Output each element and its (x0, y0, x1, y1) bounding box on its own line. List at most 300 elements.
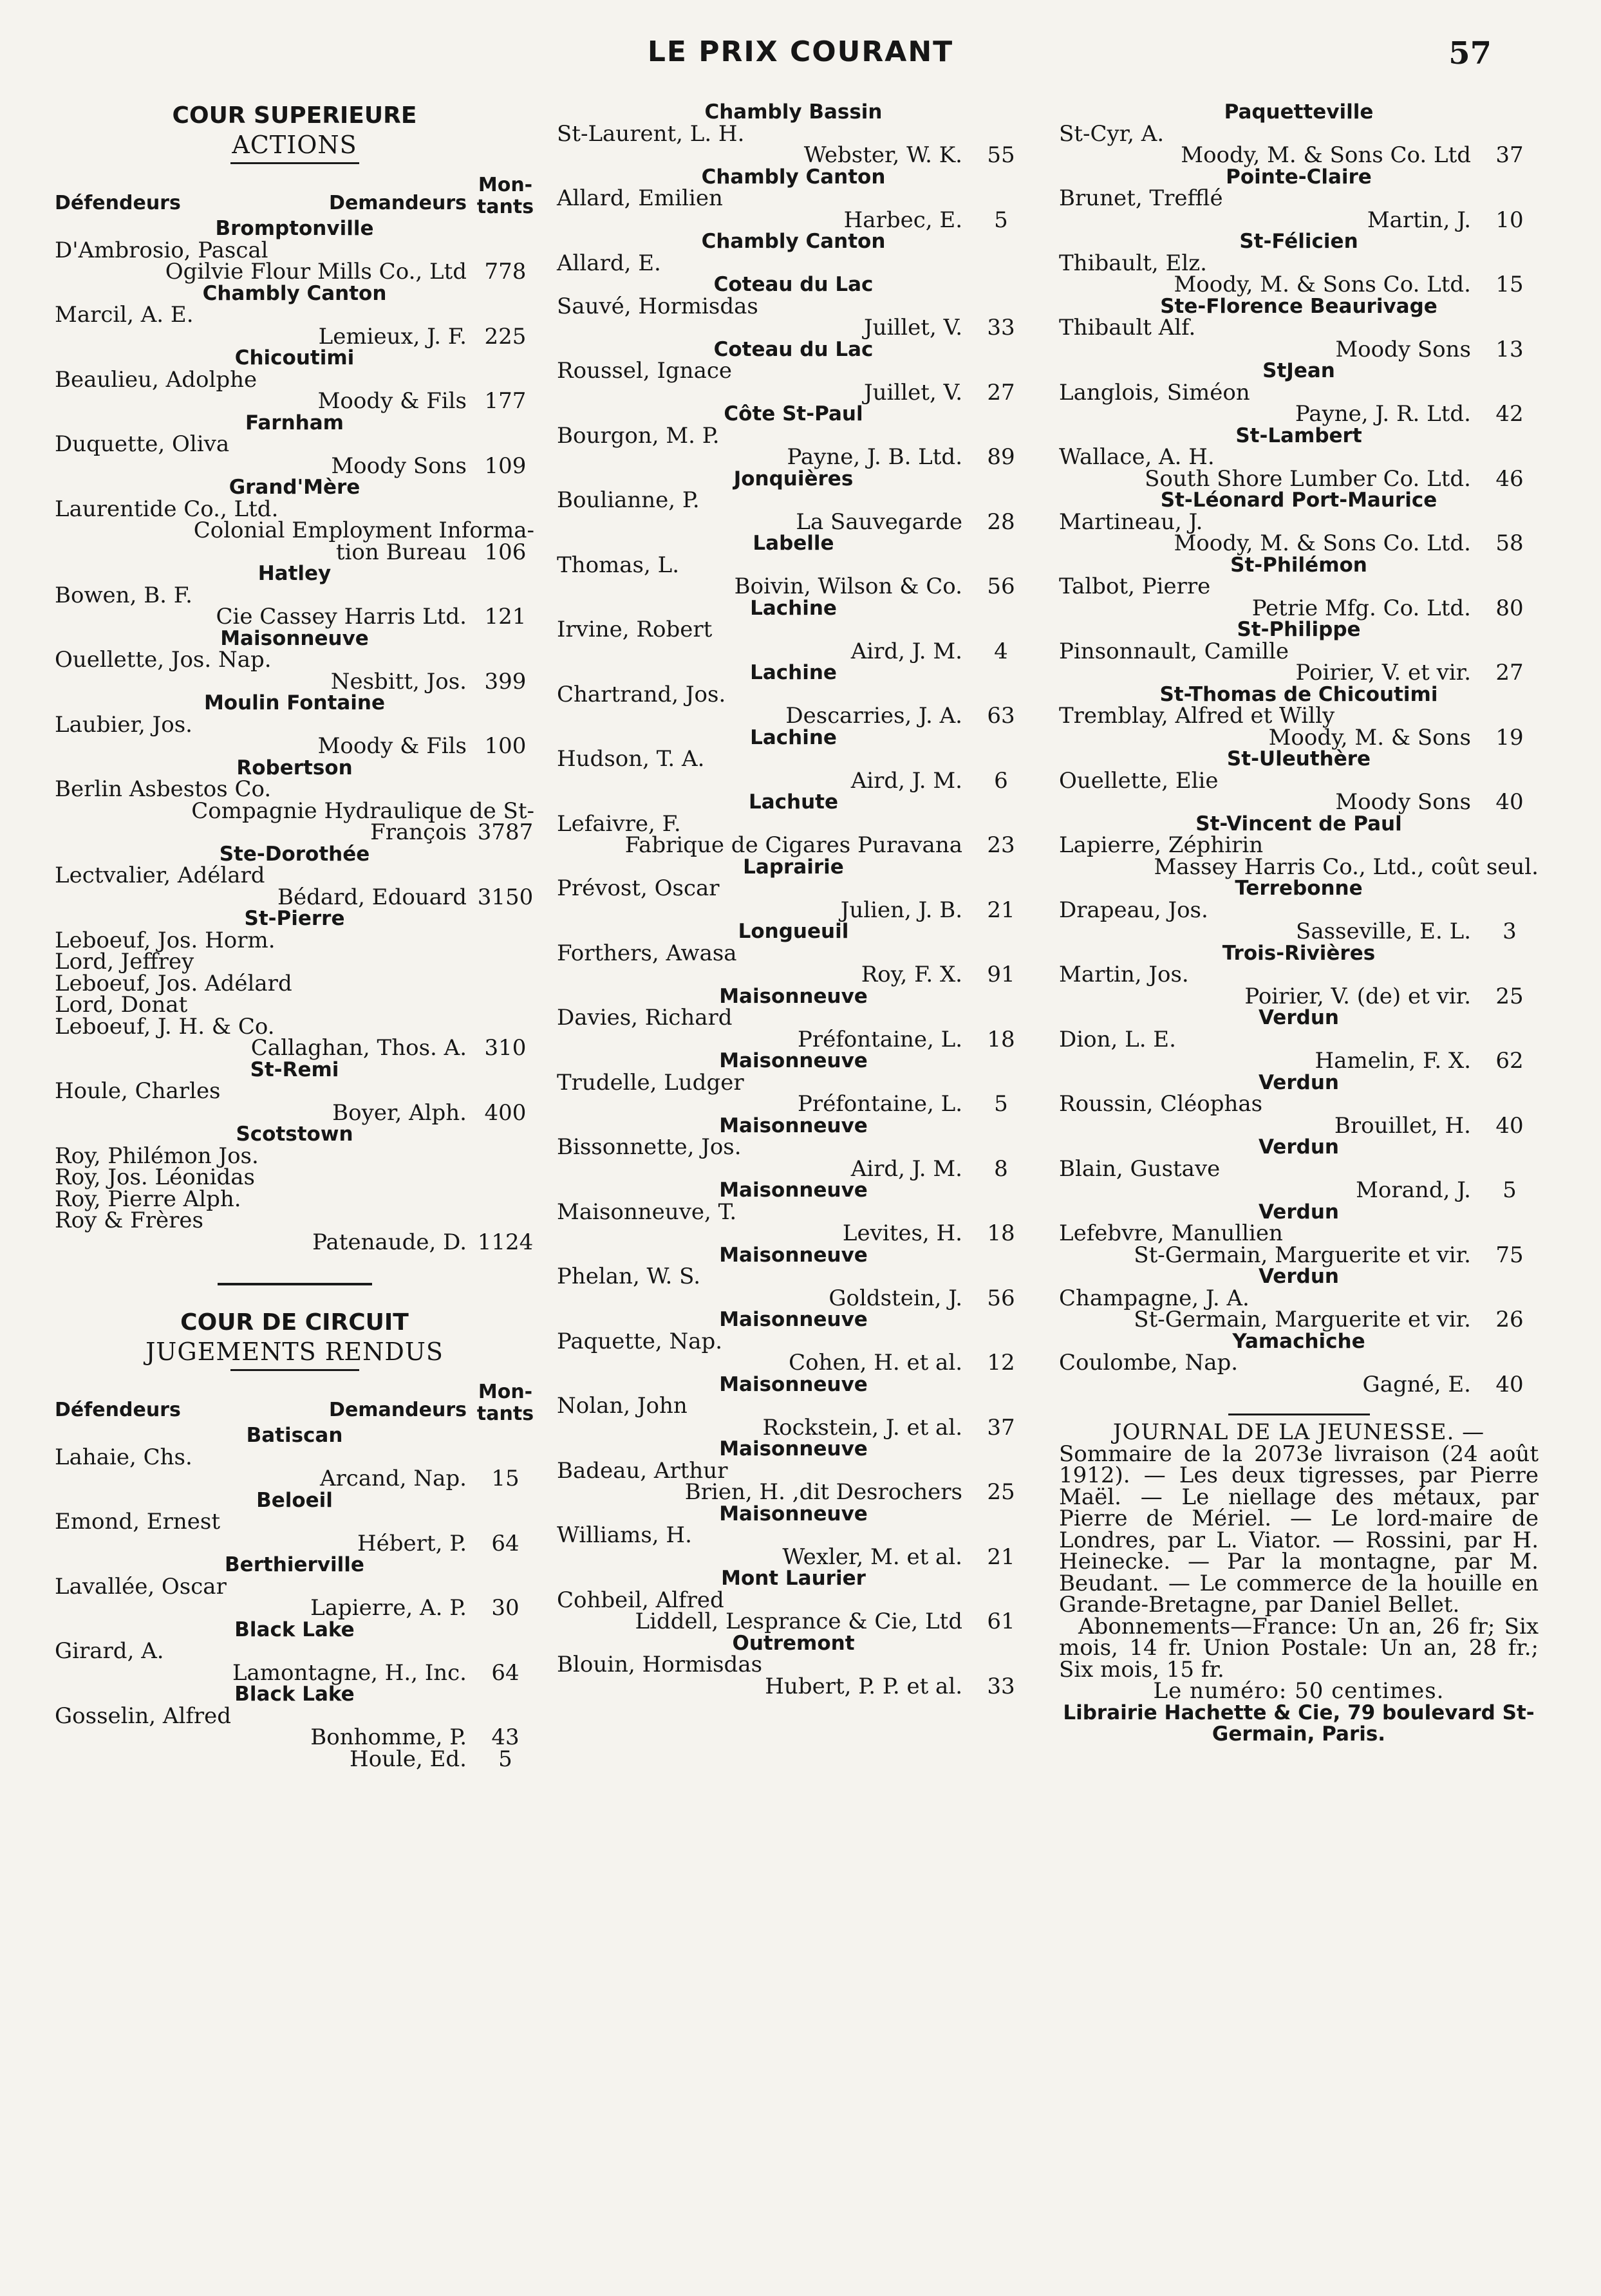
plaintiff-entry (1059, 336, 1539, 362)
section-subtitle-actions: ACTIONS (232, 131, 357, 159)
amount-value: 89 (987, 444, 1015, 470)
locality-heading: Lachine (750, 725, 837, 749)
defendant-entry: Lavallée, Oscar (55, 1573, 227, 1600)
plaintiff-name: Aird, J. M. (850, 1155, 962, 1182)
defendant-entry: Lord, Donat (55, 992, 188, 1018)
locality-heading: Verdun (1259, 1006, 1339, 1029)
plaintiff-name: Aird, J. M. (850, 767, 962, 794)
plaintiff-name: Cie Cassey Harris Ltd. (216, 604, 467, 630)
plaintiff-entry (55, 1659, 534, 1686)
defendant-entry: Thibault Alf. (1059, 315, 1196, 341)
plaintiff-entry (55, 1035, 534, 1061)
plaintiff-entry (55, 668, 534, 695)
plaintiff-entry (55, 1530, 534, 1556)
locality-heading: St-Félicien (1239, 230, 1358, 253)
plaintiff-entry (557, 576, 1030, 598)
column-right (1059, 102, 1539, 1746)
defendant-entry: Gosselin, Alfred (55, 1703, 232, 1729)
column-middle (557, 102, 1030, 1697)
defendant-entry: Girard, A. (55, 1638, 164, 1664)
plaintiff-entry (557, 1220, 1030, 1246)
defendant-entry: Martin, Jos. (1059, 962, 1189, 987)
amount-value: 3787 (477, 819, 534, 845)
amount-value: 5 (1503, 1177, 1517, 1203)
plaintiff-entry (557, 1414, 1030, 1441)
plaintiff-name: Massey Harris Co., Ltd., coût seul. (1154, 854, 1539, 880)
plaintiff-entry (1059, 789, 1539, 815)
plaintiff-name: Moody & Fils (317, 388, 467, 414)
amount-value: 40 (1495, 789, 1524, 815)
defendant-entry: Badeau, Arthur (557, 1457, 728, 1484)
defendant-entry: Nolan, John (557, 1393, 688, 1419)
plaintiff-entry (55, 323, 534, 350)
plaintiff-name: Nesbitt, Jos. (330, 668, 467, 695)
defendant-entry: Davies, Richard (557, 1005, 733, 1031)
amount-value: 26 (1495, 1307, 1524, 1332)
amount-value: 310 (484, 1035, 527, 1061)
amount-value: 27 (1495, 660, 1524, 686)
page-number: 57 (1448, 35, 1492, 71)
amount-value: 121 (484, 604, 527, 630)
plaintiff-entry (55, 1746, 534, 1772)
plaintiff-entry (1059, 530, 1539, 556)
defendant-entry: Beaulieu, Adolphe (55, 366, 257, 393)
defendant-entry: Pinsonnault, Camille (1059, 638, 1289, 664)
amount-value: 80 (1495, 595, 1524, 621)
locality-heading: St-Pierre (244, 907, 345, 930)
plaintiff-entry (55, 606, 534, 628)
plaintiff-name: Descarries, J. A. (785, 703, 962, 729)
amount-value: 28 (987, 509, 1015, 535)
plaintiff-name: Poirier, V. et vir. (1295, 660, 1471, 686)
plaintiff-entry (557, 1352, 1030, 1374)
locality-heading: Robertson (236, 756, 353, 779)
defendant-entry: Duquette, Oliva (55, 431, 230, 457)
defendant-entry: Tremblay, Alfred et Willy (1059, 703, 1335, 729)
plaintiff-entry (55, 798, 534, 824)
defendant-entry: Phelan, W. S. (557, 1264, 701, 1289)
amount-value: 40 (1495, 1371, 1524, 1397)
plaintiff-name: Juillet, V. (864, 379, 962, 406)
locality-heading: Coteau du Lac (713, 337, 874, 361)
locality-heading: Lachute (748, 790, 839, 814)
defendant-entry: Allard, Emilien (557, 185, 723, 211)
locality-heading: Maisonneuve (719, 1502, 868, 1526)
col-header-demandeurs: Demandeurs (329, 192, 467, 214)
defendant-entry: Bissonnette, Jos. (557, 1134, 742, 1160)
judgment-list-superieure (55, 218, 534, 1253)
plaintiff-entry (55, 884, 534, 910)
plaintiff-name: La Sauvegarde (796, 509, 962, 535)
plaintiff-entry (1059, 142, 1539, 168)
defendant-entry: Leboeuf, J. H. & Co. (55, 1013, 275, 1040)
plaintiff-entry (55, 819, 534, 845)
page-header-title: LE PRIX COURANT (647, 35, 954, 68)
amount-value: 177 (484, 388, 527, 414)
plaintiff-entry (557, 142, 1030, 168)
defendant-entry: Lahaie, Chs. (55, 1444, 192, 1470)
defendant-entry: Lapierre, Zéphirin (1059, 832, 1264, 858)
locality-heading: Verdun (1259, 1265, 1339, 1288)
plaintiff-entry (55, 453, 534, 479)
amount-value: 33 (987, 315, 1015, 341)
locality-heading: Mont Laurier (721, 1567, 866, 1590)
amount-value: 778 (484, 259, 527, 285)
defendant-entry: Roy, Pierre Alph. (55, 1186, 241, 1212)
locality-heading: Bromptonville (215, 217, 374, 240)
plaintiff-entry (557, 1026, 1030, 1052)
amount-value: 46 (1495, 465, 1524, 492)
plaintiff-name: Roy, F. X. (861, 962, 962, 987)
journal-summary: Sommaire de la 2073e livraison (24 août 1912). — Les deux tigresses, par Pierre Maël. — Le niellage des métaux, par Pierre de Mériel. — Le lord-maire de Londres, par L. Viator. — Rossini, par H. Heinecke. — Par la montagne, par M. Beudant. — Le commerce de la houille en Grande-Bretagne, par Daniel Bellet. (1059, 1441, 1539, 1618)
defendant-entry: Williams, H. (557, 1522, 692, 1548)
plaintiff-entry (557, 638, 1030, 664)
locality-heading: Maisonneuve (719, 1179, 868, 1202)
plaintiff-entry (1059, 274, 1539, 296)
defendant-entry: Champagne, J. A. (1059, 1285, 1250, 1311)
plaintiff-entry (1059, 921, 1539, 943)
amount-value: 5 (994, 207, 1008, 233)
defendant-entry: Ouellette, Elie (1059, 767, 1219, 794)
plaintiff-name: tion Bureau (335, 539, 467, 565)
locality-heading: Maisonneuve (719, 1243, 868, 1267)
plaintiff-entry (1059, 1371, 1539, 1397)
plaintiff-name: Patenaude, D. (312, 1229, 467, 1255)
plaintiff-name: Moody Sons (1335, 789, 1471, 815)
plaintiff-entry (557, 767, 1030, 794)
locality-heading: Scotstown (236, 1123, 353, 1146)
plaintiff-entry (55, 1468, 534, 1490)
plaintiff-name: Préfontaine, L. (797, 1091, 962, 1117)
locality-heading: Moulin Fontaine (203, 691, 386, 714)
plaintiff-entry (55, 388, 534, 414)
plaintiff-entry (557, 207, 1030, 233)
defendant-entry: Blouin, Hormisdas (557, 1652, 763, 1677)
divider (230, 162, 359, 164)
plaintiff-entry (557, 964, 1030, 986)
plaintiff-entry (1059, 465, 1539, 492)
defendant-entry: Houle, Charles (55, 1078, 221, 1104)
col-header-defendeurs: Défendeurs (55, 1399, 181, 1421)
locality-heading: Côte St-Paul (724, 402, 863, 425)
plaintiff-name: Ogilvie Flour Mills Co., Ltd (165, 259, 467, 285)
plaintiff-entry (557, 1155, 1030, 1182)
plaintiff-entry (1059, 1112, 1539, 1139)
locality-heading: Batiscan (246, 1424, 343, 1447)
locality-heading: Verdun (1259, 1070, 1339, 1094)
plaintiff-name: Colonial Employment Informa- (193, 518, 534, 543)
locality-heading: Hatley (257, 562, 332, 585)
journal-notice (1059, 1419, 1539, 1746)
defendant-entry: Laurentide Co., Ltd. (55, 496, 279, 522)
plaintiff-name: Moody, M. & Sons (1268, 724, 1471, 751)
amount-value: 91 (987, 962, 1015, 987)
amount-value: 64 (491, 1659, 520, 1686)
col-header-montants: Mon- tants (476, 1381, 534, 1425)
amount-value: 64 (491, 1530, 520, 1556)
plaintiff-name: Moody Sons (1335, 336, 1471, 362)
locality-heading: Verdun (1259, 1200, 1339, 1224)
amount-value: 37 (1495, 142, 1524, 168)
plaintiff-name: Boyer, Alph. (332, 1099, 467, 1126)
defendant-entry: Berlin Asbestos Co. (55, 776, 272, 802)
amount-value: 15 (1495, 272, 1524, 297)
defendant-entry: Laubier, Jos. (55, 711, 192, 738)
defendant-entry: Roussin, Cléophas (1059, 1091, 1263, 1117)
locality-heading: Pointe-Claire (1226, 165, 1372, 189)
plaintiff-entry (557, 1611, 1030, 1633)
plaintiff-name: Lemieux, J. F. (318, 323, 467, 350)
amount-value: 8 (994, 1155, 1008, 1182)
defendant-entry: Brunet, Trefflé (1059, 185, 1223, 211)
amount-value: 33 (987, 1673, 1015, 1699)
amount-value: 58 (1495, 530, 1524, 556)
amount-value: 62 (1495, 1048, 1524, 1074)
plaintiff-name: Aird, J. M. (850, 638, 962, 664)
section-title-cour-superieure: COUR SUPERIEURE (172, 102, 417, 129)
locality-heading: Ste-Florence Beaurivage (1160, 294, 1437, 318)
plaintiff-entry (557, 1285, 1030, 1311)
column-headers (55, 169, 534, 218)
plaintiff-name: François (370, 819, 467, 845)
plaintiff-entry (55, 261, 534, 283)
plaintiff-name: Goldstein, J. (829, 1285, 962, 1311)
amount-value: 12 (987, 1350, 1015, 1376)
defendant-entry: Ouellette, Jos. Nap. (55, 647, 272, 673)
locality-heading: Maisonneuve (719, 1437, 868, 1461)
defendant-entry: Boulianne, P. (557, 487, 700, 513)
plaintiff-name: Callaghan, Thos. A. (250, 1035, 467, 1061)
plaintiff-name: Arcand, Nap. (320, 1466, 467, 1491)
defendant-entry: Blain, Gustave (1059, 1155, 1221, 1182)
divider (1228, 1414, 1370, 1415)
defendant-entry: Lefebvre, Manullien (1059, 1220, 1283, 1246)
locality-heading: Black Lake (234, 1683, 355, 1706)
defendant-entry: Langlois, Siméon (1059, 379, 1250, 406)
plaintiff-name: Morand, J. (1356, 1177, 1471, 1203)
defendant-entry: St-Laurent, L. H. (557, 120, 745, 147)
defendant-entry: Chartrand, Jos. (557, 681, 726, 707)
locality-heading: Beloeil (256, 1488, 333, 1512)
plaintiff-name: Petrie Mfg. Co. Ltd. (1251, 595, 1471, 621)
amount-value: 40 (1495, 1112, 1524, 1139)
amount-value: 1124 (477, 1229, 534, 1255)
plaintiff-entry (55, 1724, 534, 1750)
locality-heading: St-Thomas de Chicoutimi (1159, 682, 1438, 706)
locality-heading: Maisonneuve (220, 626, 369, 650)
amount-value: 23 (987, 832, 1015, 858)
defendant-entry: Irvine, Robert (557, 617, 713, 642)
plaintiff-entry (55, 1229, 534, 1255)
plaintiff-name: Payne, J. B. Ltd. (787, 444, 962, 470)
amount-value: 400 (484, 1099, 527, 1126)
section-divider (218, 1283, 372, 1285)
plaintiff-name: Martin, J. (1367, 207, 1471, 233)
plaintiff-entry (557, 705, 1030, 727)
plaintiff-name: Payne, J. R. Ltd. (1295, 401, 1471, 427)
locality-heading: Laprairie (743, 855, 844, 879)
amount-value: 18 (987, 1026, 1015, 1052)
plaintiff-entry (55, 1595, 534, 1621)
plaintiff-name: Bédard, Edouard (277, 884, 467, 910)
plaintiff-entry (1059, 854, 1539, 880)
amount-value: 399 (484, 668, 527, 695)
defendant-entry: Lefaivre, F. (557, 810, 681, 837)
journal-price: Le numéro: 50 centimes. (1153, 1678, 1445, 1704)
defendant-entry: Cohbeil, Alfred (557, 1587, 724, 1613)
locality-heading: St-Lambert (1235, 424, 1362, 447)
amount-value: 19 (1495, 724, 1524, 751)
plaintiff-entry (557, 1479, 1030, 1505)
plaintiff-entry (55, 539, 534, 565)
defendant-entry: Prévost, Oscar (557, 875, 720, 901)
section-subtitle-jugements: JUGEMENTS RENDUS (145, 1338, 444, 1366)
locality-heading: Longueuil (738, 920, 849, 943)
defendant-entry: Roy, Jos. Léonidas (55, 1164, 255, 1190)
amount-value: 25 (1495, 983, 1524, 1009)
plaintiff-name: Harbec, E. (843, 207, 962, 233)
plaintiff-name: St-Germain, Marguerite et vir. (1134, 1307, 1471, 1332)
plaintiff-name: Levites, H. (842, 1220, 962, 1246)
amount-value: 56 (987, 1285, 1015, 1311)
locality-heading: Paquetteville (1224, 100, 1374, 124)
judgment-list-right (1059, 102, 1539, 1395)
locality-heading: Terrebonne (1235, 877, 1363, 900)
defendant-entry: Roy & Frères (55, 1208, 203, 1233)
defendant-entry: Forthers, Awasa (557, 940, 737, 966)
plaintiff-name: Préfontaine, L. (797, 1026, 962, 1052)
locality-heading: Verdun (1259, 1135, 1339, 1159)
journal-publisher: Librairie Hachette & Cie, 79 boulevard St-Germain, Paris. (1063, 1701, 1535, 1746)
amount-value: 3150 (477, 884, 534, 910)
plaintiff-name: Bonhomme, P. (310, 1724, 467, 1750)
plaintiff-name: Brouillet, H. (1334, 1112, 1471, 1139)
plaintiff-entry (557, 379, 1030, 406)
plaintiff-name: Julien, J. B. (840, 897, 962, 923)
amount-value: 5 (994, 1091, 1008, 1117)
locality-heading: Farnham (245, 411, 344, 434)
plaintiff-name: Brien, H. ,dit Desrochers (684, 1479, 962, 1505)
amount-value: 225 (484, 323, 527, 350)
plaintiff-entry (1059, 724, 1539, 751)
locality-heading: Yamachiche (1232, 1329, 1365, 1353)
plaintiff-name: Moody Sons (331, 453, 467, 479)
locality-heading: St-Philémon (1230, 553, 1367, 577)
plaintiff-name: Boivin, Wilson & Co. (734, 574, 962, 599)
column-left (55, 102, 534, 1770)
locality-heading: St-Philippe (1237, 618, 1361, 641)
locality-heading: Black Lake (234, 1618, 355, 1641)
defendant-entry: Maisonneuve, T. (557, 1199, 737, 1225)
col-header-defendeurs: Défendeurs (55, 192, 181, 214)
plaintiff-entry (557, 1091, 1030, 1117)
plaintiff-entry (1059, 1242, 1539, 1268)
amount-value: 21 (987, 1544, 1015, 1570)
amount-value: 25 (987, 1479, 1015, 1505)
section-title-cour-de-circuit: COUR DE CIRCUIT (180, 1309, 409, 1336)
locality-heading: Coteau du Lac (713, 273, 874, 296)
amount-value: 42 (1495, 401, 1524, 427)
amount-value: 21 (987, 897, 1015, 923)
plaintiff-name: Hébert, P. (357, 1530, 467, 1556)
defendant-entry: Lectvalier, Adélard (55, 863, 265, 888)
defendant-entry: Roussel, Ignace (557, 358, 732, 384)
amount-value: 61 (987, 1609, 1015, 1634)
locality-heading: Chambly Canton (202, 281, 387, 305)
amount-value: 30 (491, 1595, 520, 1621)
defendant-entry: Talbot, Pierre (1059, 574, 1211, 599)
plaintiff-name: Sasseville, E. L. (1296, 919, 1471, 944)
amount-value: 5 (498, 1746, 512, 1772)
amount-value: 43 (491, 1724, 520, 1750)
locality-heading: StJean (1262, 359, 1335, 382)
plaintiff-name: Moody, M. & Sons Co. Ltd. (1174, 530, 1471, 556)
plaintiff-name: Hubert, P. P. et al. (765, 1673, 962, 1699)
column-headers (55, 1376, 534, 1425)
defendant-entry: Trudelle, Ludger (557, 1069, 744, 1096)
plaintiff-name: Fabrique de Cigares Puravana (624, 832, 962, 858)
plaintiff-entry (1059, 401, 1539, 427)
plaintiff-name: Moody & Fils (317, 733, 467, 759)
plaintiff-entry (557, 897, 1030, 923)
locality-heading: Outremont (732, 1631, 855, 1655)
plaintiff-name: Hamelin, F. X. (1315, 1048, 1471, 1074)
locality-heading: Chicoutimi (234, 346, 355, 369)
plaintiff-name: Houle, Ed. (349, 1746, 467, 1772)
plaintiff-name: Moody, M. & Sons Co. Ltd (1181, 142, 1471, 168)
amount-value: 4 (994, 638, 1008, 664)
defendant-entry: Sauvé, Hormisdas (557, 293, 758, 319)
plaintiff-name: Liddell, Lesprance & Cie, Ltd (635, 1609, 962, 1634)
plaintiff-entry (557, 509, 1030, 535)
defendant-entry: Roy, Philémon Jos. (55, 1143, 259, 1169)
judgment-list-middle (557, 102, 1030, 1697)
defendant-entry: Leboeuf, Jos. Horm. (55, 927, 276, 953)
defendant-entry: St-Cyr, A. (1059, 120, 1165, 147)
plaintiff-entry (557, 444, 1030, 470)
plaintiff-entry (55, 520, 534, 542)
plaintiff-name: Juillet, V. (864, 315, 962, 341)
col-header-montants: Mon- tants (476, 174, 534, 218)
plaintiff-name: Gagné, E. (1362, 1371, 1471, 1397)
defendant-entry: Lord, Jeffrey (55, 949, 194, 975)
defendant-entry: Martineau, J. (1059, 509, 1203, 535)
defendant-entry: D'Ambrosio, Pascal (55, 237, 268, 263)
locality-heading: Grand'Mère (229, 476, 360, 499)
plaintiff-entry (1059, 1309, 1539, 1331)
defendant-entry: Bowen, B. F. (55, 582, 192, 608)
locality-heading: Trois-Rivières (1222, 941, 1376, 965)
amount-value: 18 (987, 1220, 1015, 1246)
judgment-list-circuit (55, 1425, 534, 1770)
plaintiff-entry (55, 733, 534, 759)
amount-value: 13 (1495, 336, 1524, 362)
plaintiff-name: Lamontagne, H., Inc. (232, 1659, 467, 1686)
amount-value: 56 (987, 574, 1015, 599)
defendant-entry: Coulombe, Nap. (1059, 1350, 1239, 1376)
locality-heading: Maisonneuve (719, 1372, 868, 1396)
locality-heading: Maisonneuve (719, 984, 868, 1008)
plaintiff-name: Webster, W. K. (803, 142, 962, 168)
plaintiff-name: Lapierre, A. P. (310, 1595, 467, 1621)
amount-value: 55 (987, 142, 1015, 168)
plaintiff-name: Moody, M. & Sons Co. Ltd. (1174, 272, 1471, 297)
plaintiff-entry (1059, 207, 1539, 233)
plaintiff-entry (1059, 595, 1539, 621)
defendant-entry: Allard, E. (557, 250, 661, 276)
defendant-entry: Marcil, A. E. (55, 302, 194, 328)
locality-heading: St-Remi (250, 1058, 339, 1081)
